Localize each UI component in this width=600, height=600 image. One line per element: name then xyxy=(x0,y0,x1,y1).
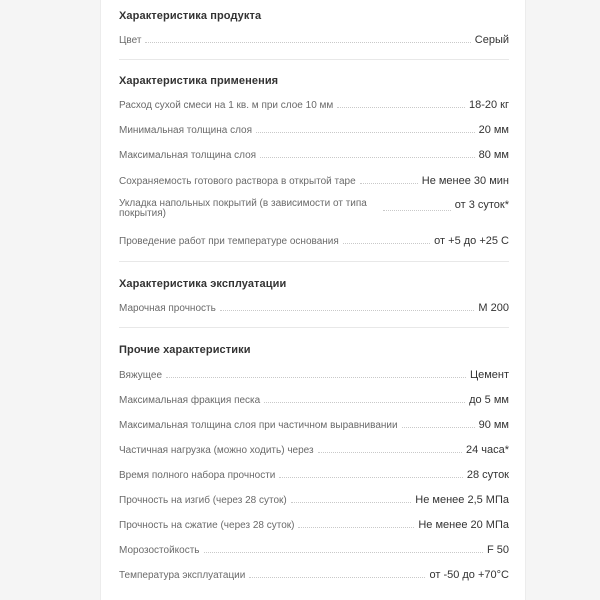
section-divider xyxy=(119,59,509,60)
spec-row xyxy=(119,149,509,161)
spec-value: 20 мм xyxy=(478,124,509,136)
dotted-leader xyxy=(145,41,470,43)
spec-row xyxy=(119,235,509,247)
dotted-leader xyxy=(249,576,425,578)
dotted-leader xyxy=(337,106,465,108)
dotted-leader xyxy=(166,376,466,378)
dotted-leader xyxy=(260,156,474,158)
section-title: Прочие характеристики xyxy=(119,344,251,356)
spec-label: Прочность на сжатие (через 28 суток) xyxy=(119,520,295,531)
section-divider xyxy=(119,261,509,262)
spec-label: Сохраняемость готового раствора в открытой таре xyxy=(119,176,356,187)
spec-row xyxy=(119,124,509,136)
spec-row xyxy=(119,394,509,406)
spec-row-color xyxy=(119,34,509,46)
spec-label: Максимальная фракция песка xyxy=(119,395,261,406)
spec-row xyxy=(119,302,509,314)
spec-row xyxy=(119,444,509,456)
dotted-leader xyxy=(291,501,412,503)
spec-row xyxy=(119,99,509,111)
dotted-leader xyxy=(318,451,462,453)
spec-value: Не менее 20 МПа xyxy=(418,519,509,531)
product-specs-card xyxy=(100,0,526,600)
spec-label: Вяжущее xyxy=(119,370,163,381)
section-application xyxy=(119,75,509,247)
spec-value: до 5 мм xyxy=(469,394,509,406)
spec-value: Серый xyxy=(474,34,509,46)
spec-row xyxy=(119,175,509,187)
section-title: Характеристика эксплуатации xyxy=(119,278,287,290)
spec-value: Цемент xyxy=(469,369,509,381)
section-product xyxy=(119,10,509,46)
spec-value: Не менее 30 мин xyxy=(421,175,509,187)
spec-row xyxy=(119,369,509,381)
spec-value: Не менее 2,5 МПа xyxy=(415,494,509,506)
dotted-leader xyxy=(360,182,418,184)
spec-value: 80 мм xyxy=(478,149,509,161)
spec-row xyxy=(119,419,509,431)
spec-label: Минимальная толщина слоя xyxy=(119,125,253,136)
dotted-leader xyxy=(204,551,483,553)
dotted-leader xyxy=(343,242,430,244)
spec-label: Укладка напольных покрытий (в зависимости от типа покрытия) xyxy=(119,198,367,219)
spec-row xyxy=(119,199,509,219)
spec-label: Прочность на изгиб (через 28 суток) xyxy=(119,495,287,506)
section-divider xyxy=(119,327,509,328)
section-title: Характеристика продукта xyxy=(119,10,262,22)
spec-value: от +5 до +25 С xyxy=(434,235,509,247)
spec-row xyxy=(119,544,509,556)
dotted-leader xyxy=(264,401,465,403)
spec-label: Расход сухой смеси на 1 кв. м при слое 10 мм xyxy=(119,100,334,111)
spec-label: Марочная прочность xyxy=(119,303,216,314)
spec-label: Морозостойкость xyxy=(119,545,200,556)
spec-label: Максимальная толщина слоя при частичном выравнивании xyxy=(119,420,398,431)
spec-row xyxy=(119,494,509,506)
spec-value: F 50 xyxy=(486,544,509,556)
spec-row xyxy=(119,569,509,581)
dotted-leader xyxy=(256,131,475,133)
spec-value: 24 часа* xyxy=(465,444,509,456)
spec-label: Время полного набора прочности xyxy=(119,470,276,481)
spec-value: 28 суток xyxy=(466,469,509,481)
section-other xyxy=(119,344,509,581)
section-title: Характеристика применения xyxy=(119,75,279,87)
dotted-leader xyxy=(279,476,463,478)
section-operation xyxy=(119,278,509,314)
spec-label: Проведение работ при температуре основания xyxy=(119,236,339,247)
spec-label: Частичная нагрузка (можно ходить) через xyxy=(119,445,314,456)
spec-value: М 200 xyxy=(478,302,509,314)
dotted-leader xyxy=(383,209,451,211)
spec-label: Максимальная толщина слоя xyxy=(119,150,257,161)
spec-row xyxy=(119,519,509,531)
spec-value: 90 мм xyxy=(478,419,509,431)
spec-row xyxy=(119,469,509,481)
spec-label: Цвет xyxy=(119,35,142,46)
dotted-leader xyxy=(298,526,414,528)
dotted-leader xyxy=(220,309,475,311)
spec-value: от -50 до +70°С xyxy=(429,569,509,581)
dotted-leader xyxy=(402,426,475,428)
spec-value: от 3 суток* xyxy=(454,199,509,211)
spec-label: Температура эксплуатации xyxy=(119,570,246,581)
spec-value: 18-20 кг xyxy=(468,99,509,111)
